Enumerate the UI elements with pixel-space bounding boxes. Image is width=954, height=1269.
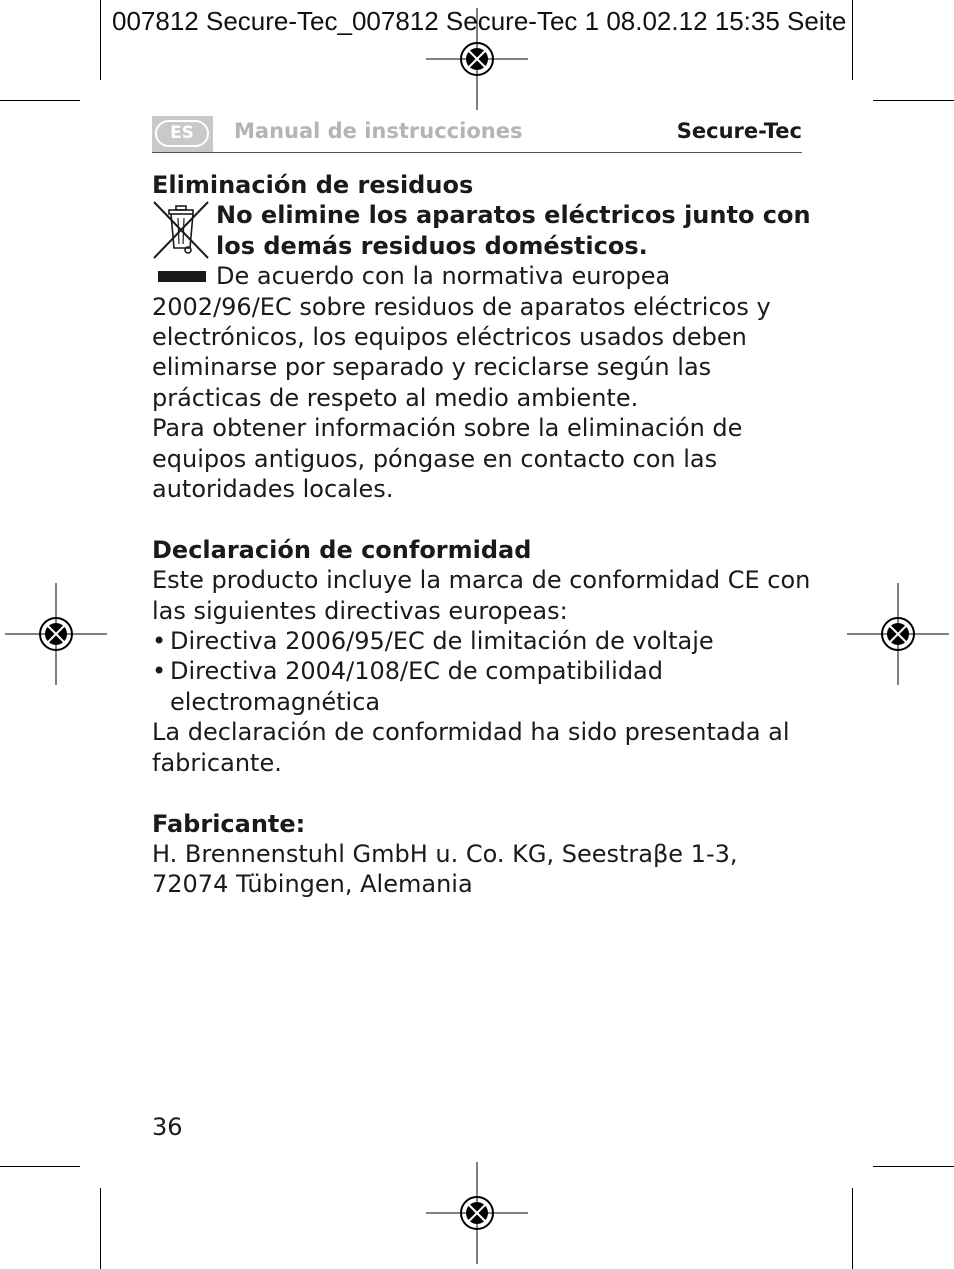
crop-mark-top-right-vertical	[852, 0, 853, 80]
disposal-line1: De acuerdo con la normativa europea	[216, 262, 671, 291]
language-badge	[152, 116, 213, 152]
separate-collection-bar	[158, 271, 206, 282]
disposal-warning	[152, 200, 812, 261]
conformity-heading: Declaración de conformidad	[152, 535, 532, 564]
conformity-outro: La declaración de conformidad ha sido presentada al fabricante.	[152, 718, 790, 777]
disposal-warning-text: No elimine los aparatos eléctricos junto con los demás residuos domésticos.	[216, 201, 811, 260]
language-code: ES	[155, 120, 209, 147]
list-item: • Directiva 2004/108/EC de compatibilidad electromagnética	[152, 656, 812, 717]
list-item: • Directiva 2006/95/EC de limitación de voltaje	[152, 626, 812, 656]
manufacturer-heading: Fabricante:	[152, 809, 306, 838]
disposal-body-2: Para obtener información sobre la eliminación de equipos antiguos, póngase en contacto con las autoridades locales.	[152, 414, 743, 504]
crop-mark-top-left-vertical	[100, 0, 101, 80]
manual-title: Manual de instrucciones	[234, 119, 523, 143]
registration-mark-icon	[426, 8, 528, 110]
page-content	[152, 170, 812, 900]
crossed-out-wheelie-bin-icon	[152, 200, 210, 260]
disposal-heading: Eliminación de residuos	[152, 171, 474, 199]
registration-mark-icon	[426, 1162, 528, 1264]
conformity-intro: Este producto incluye la marca de conformidad CE con las siguientes directivas europeas:	[152, 566, 811, 625]
registration-mark-icon	[5, 583, 107, 685]
crop-mark-top-right-horizontal	[873, 100, 954, 101]
page-header	[152, 116, 802, 153]
crop-mark-bottom-left-horizontal	[0, 1166, 80, 1167]
disposal-body: 2002/96/EC sobre residuos de aparatos eléctricos y electrónicos, los equipos eléctricos usados deben eliminarse por separado y reciclarse según las prácticas de respeto al medio ambiente.	[152, 292, 771, 412]
page-number: 36	[152, 1113, 183, 1141]
crop-mark-top-left-horizontal	[0, 100, 80, 101]
manufacturer-address-line2: 72074 Tübingen, Alemania	[152, 870, 473, 899]
registration-mark-icon	[847, 583, 949, 685]
crop-mark-bottom-left-vertical	[100, 1188, 101, 1269]
product-name: Secure-Tec	[676, 119, 802, 143]
manufacturer-address-line1: H. Brennenstuhl GmbH u. Co. KG, Seestraβe 1-3,	[152, 839, 738, 868]
directive-list	[152, 626, 812, 717]
crop-mark-bottom-right-horizontal	[873, 1166, 954, 1167]
print-slug: 007812 Secure-Tec_007812 Secure-Tec 1 08.02.12 15:35 Seite	[112, 6, 847, 36]
disposal-first-line	[152, 261, 812, 291]
crop-mark-bottom-right-vertical	[852, 1188, 853, 1269]
